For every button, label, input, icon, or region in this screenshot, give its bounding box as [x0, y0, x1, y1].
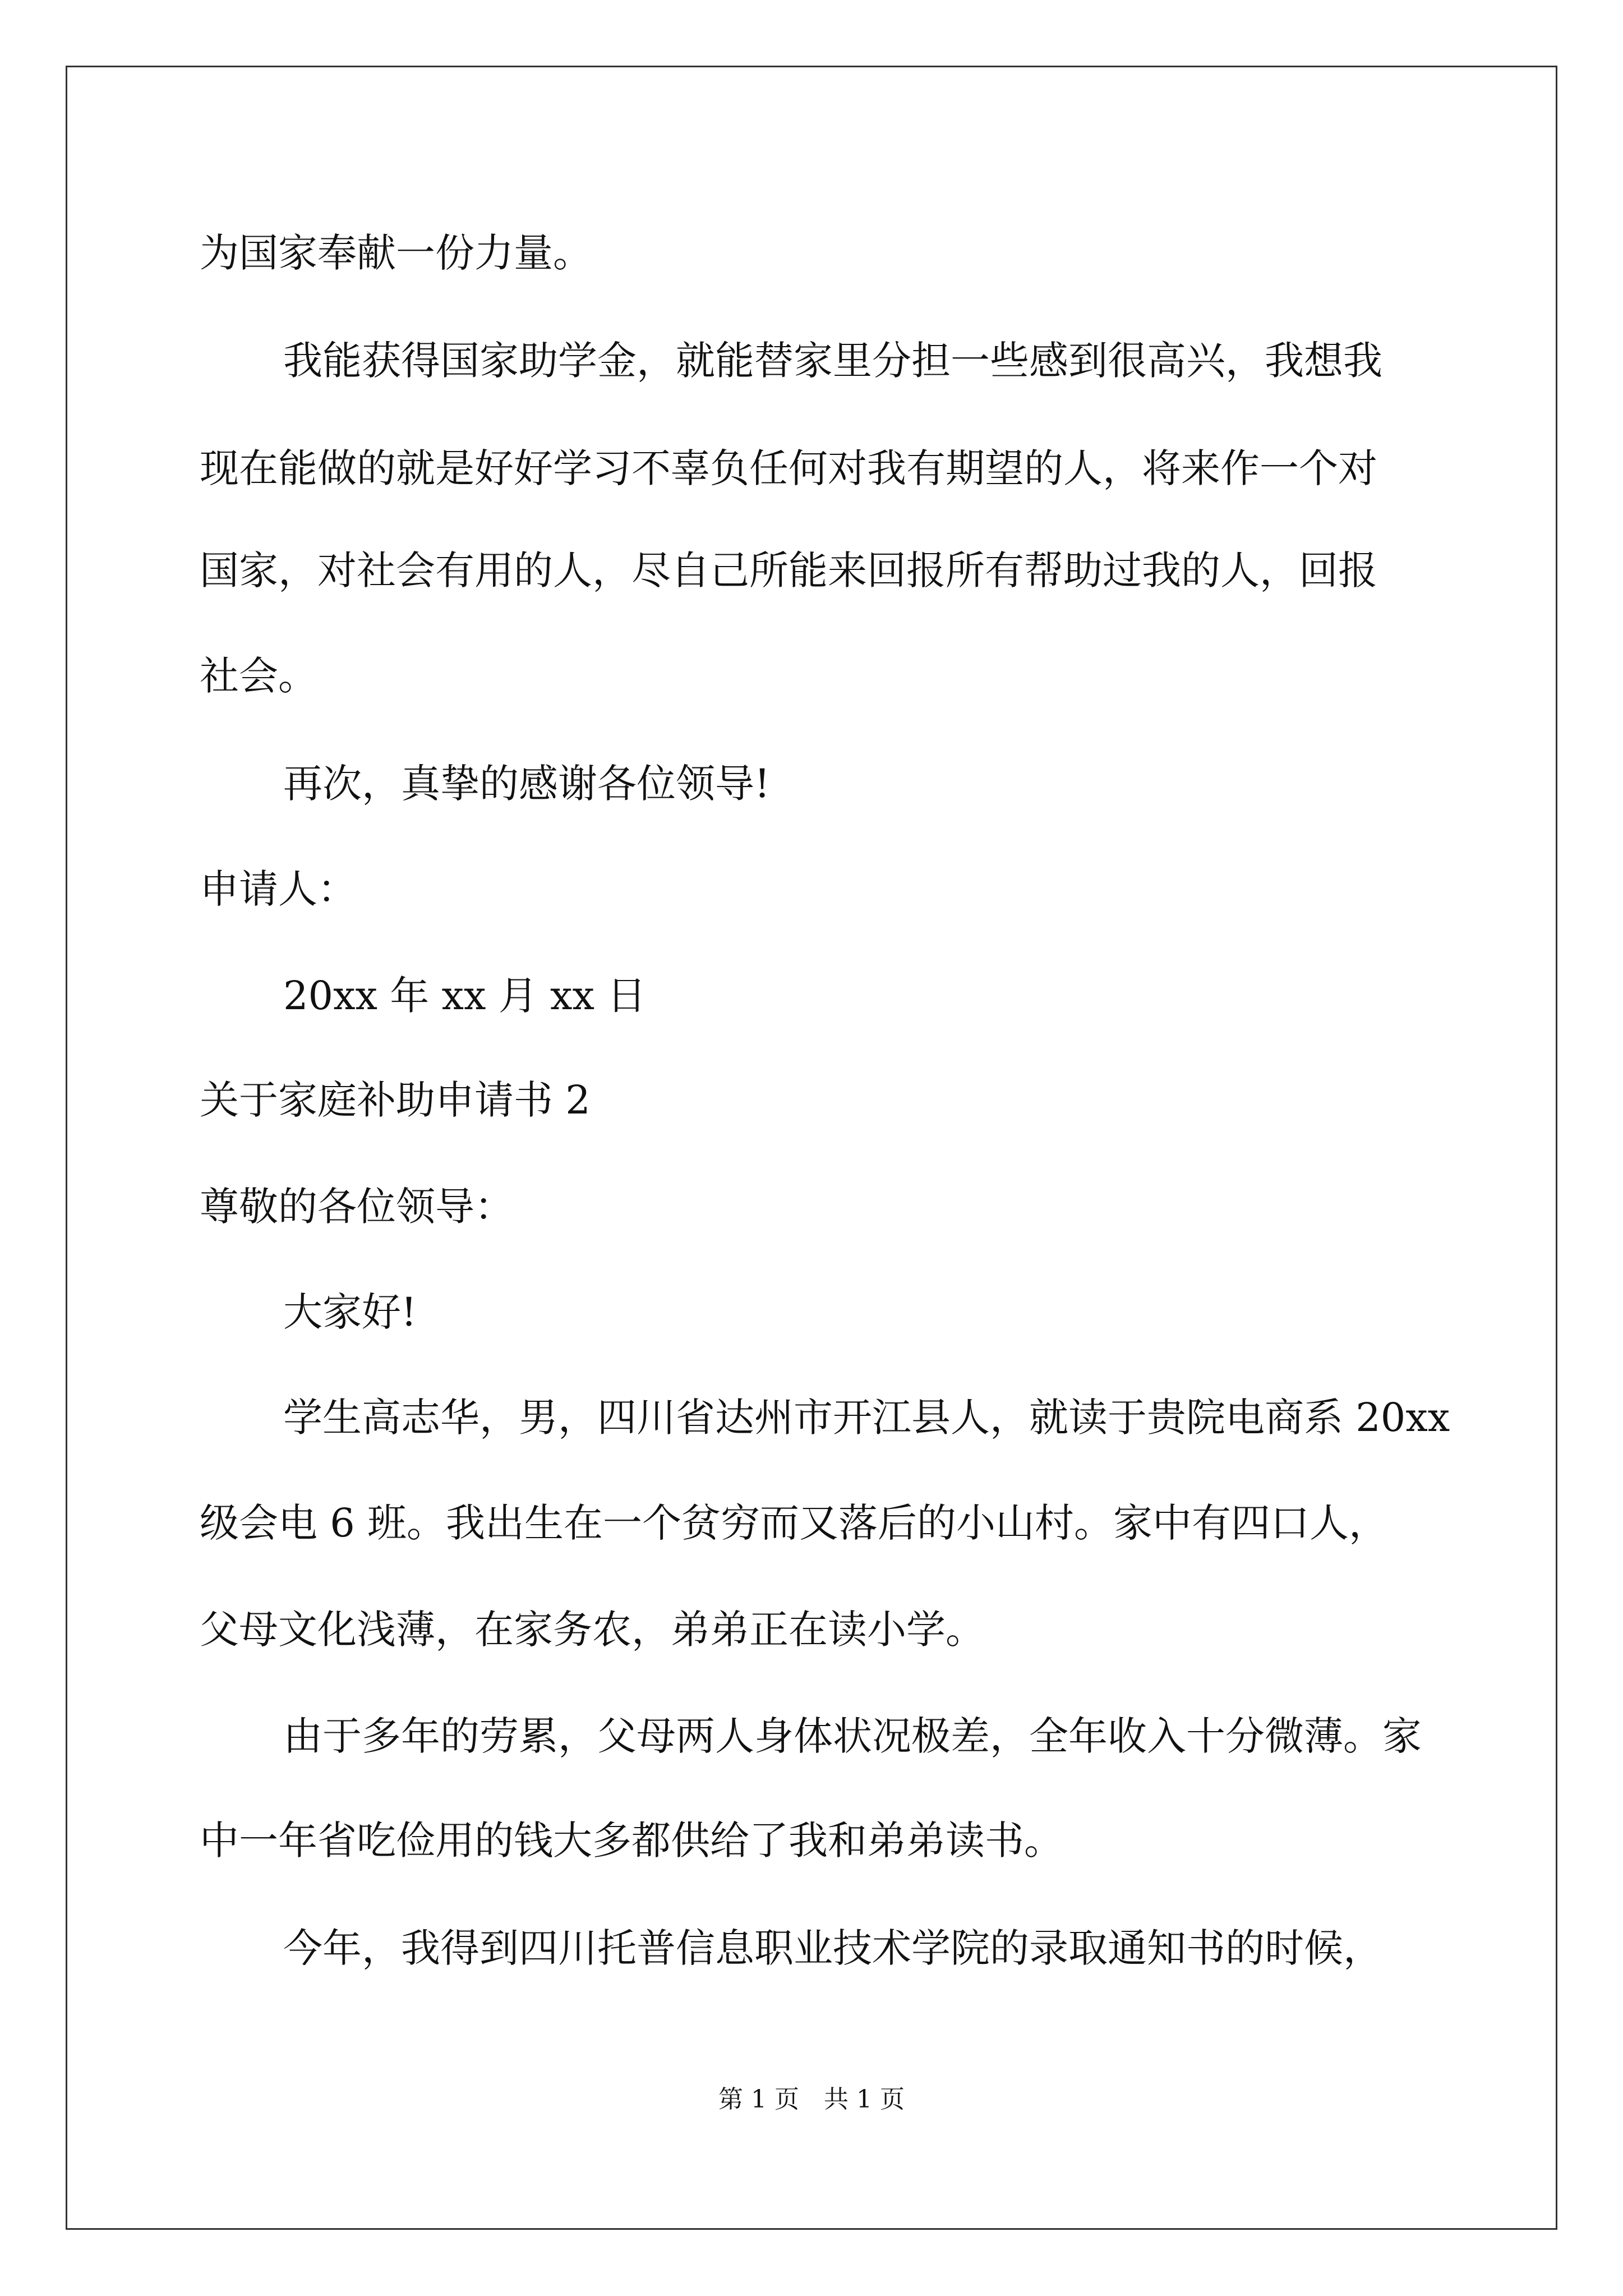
page-border: [66, 66, 1557, 2230]
paragraph-line: 父母文化浅薄，在家务农，弟弟正在读小学。: [200, 1607, 985, 1653]
paragraph-line: 由于多年的劳累，父母两人身体状况极差，全年收入十分微薄。家: [283, 1713, 1422, 1759]
paragraph-line: 级会电 6 班。我出生在一个贫穷而又落后的小山村。家中有四口人，: [200, 1500, 1389, 1546]
paragraph-line: 社会。: [200, 653, 317, 699]
paragraph-line: 今年，我得到四川托普信息职业技术学院的录取通知书的时候，: [283, 1925, 1382, 1971]
paragraph-line: 国家，对社会有用的人，尽自己所能来回报所有帮助过我的人，回报: [200, 547, 1377, 593]
salutation: 尊敬的各位领导：: [200, 1184, 514, 1230]
greeting: 大家好!: [283, 1289, 417, 1335]
applicant-label: 申请人：: [200, 866, 357, 912]
paragraph-line: 现在能做的就是好好学习不辜负任何对我有期望的人，将来作一个对: [200, 445, 1377, 491]
date-line: 20xx 年 xx 月 xx 日: [283, 973, 647, 1019]
paragraph-line: 中一年省吃俭用的钱大多都供给了我和弟弟读书。: [200, 1818, 1063, 1864]
paragraph-line: 我能获得国家助学金，就能替家里分担一些感到很高兴，我想我: [283, 338, 1382, 384]
paragraph-line: 再次，真挚的感谢各位领导!: [283, 761, 771, 807]
paragraph-line: 学生高志华，男，四川省达州市开江县人，就读于贵院电商系 20xx: [283, 1395, 1450, 1441]
page-footer: 第 1 页 共 1 页: [718, 2085, 905, 2114]
paragraph-line: 为国家奉献一份力量。: [200, 230, 592, 276]
section-heading: 关于家庭补助申请书 2: [200, 1077, 591, 1123]
